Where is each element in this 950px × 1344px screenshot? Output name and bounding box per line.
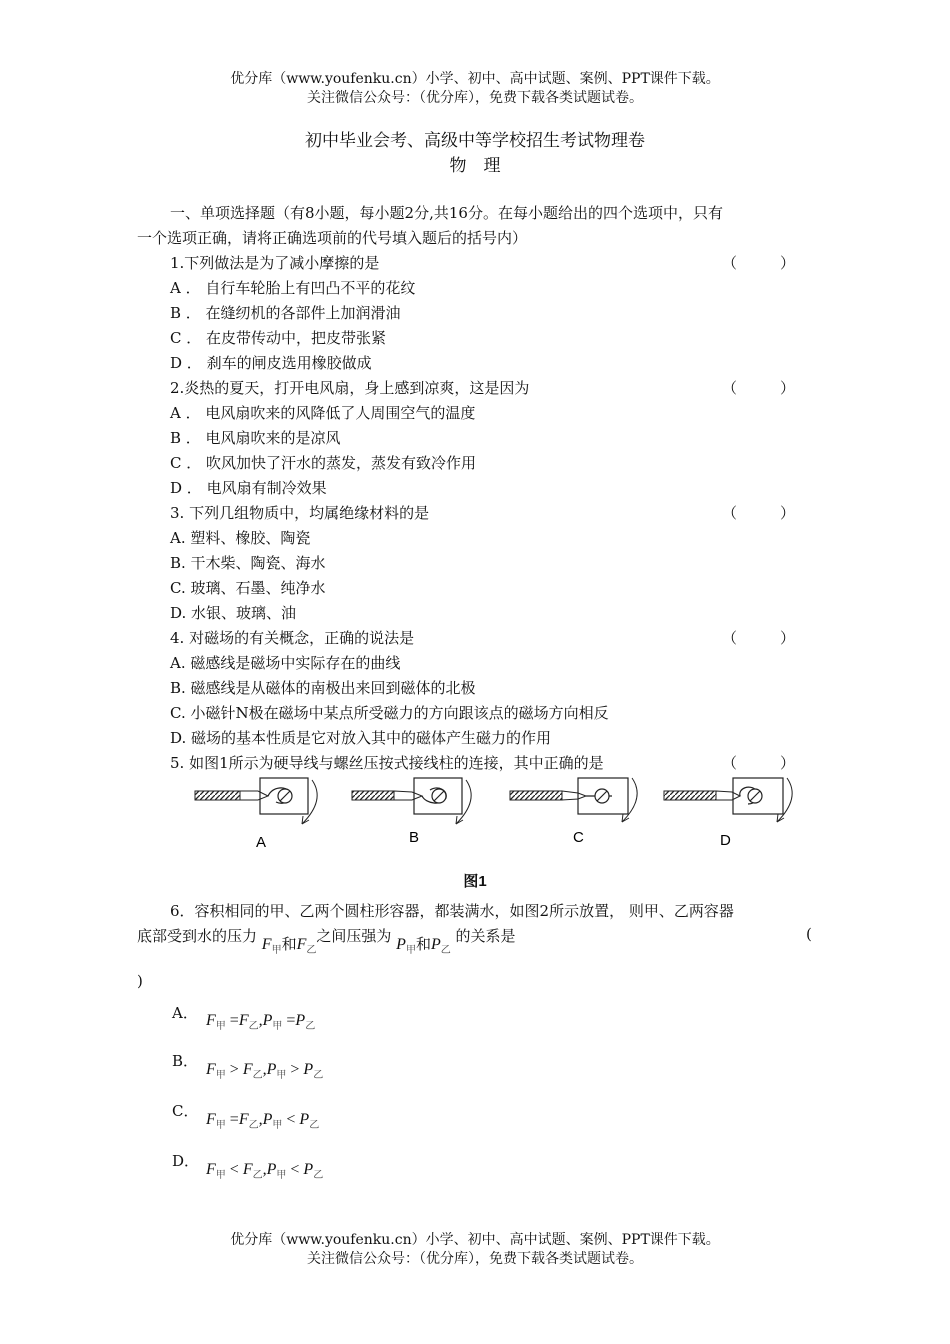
answer-bracket-2: （ ） bbox=[722, 379, 796, 397]
section-instructions-line-2: 一个选项正确，请将正确选项前的代号填入题后的括号内） bbox=[137, 229, 528, 247]
question-1-option-d: D ． 刹车的闸皮选用橡胶做成 bbox=[170, 354, 372, 372]
question-1-option-c: C ． 在皮带传动中，把皮带张紧 bbox=[170, 329, 387, 347]
question-2-option-b: B ． 电风扇吹来的是凉风 bbox=[170, 429, 341, 447]
figure-1-panel-c bbox=[510, 778, 637, 846]
question-6-stem-line-2: 底部受到水的压力 $F_甲$和$F_乙$之间压强为 $P_甲$和$P_乙$ 的关系是 bbox=[137, 927, 516, 957]
question-4-option-a: A. 磁感线是磁场中实际存在的曲线 bbox=[170, 654, 401, 672]
question-4-stem: 4. 对磁场的有关概念，正确的说法是 bbox=[170, 629, 415, 647]
question-2-stem: 2.炎热的夏天，打开电风扇，身上感到凉爽，这是因为 bbox=[170, 379, 530, 397]
question-4-option-c: C. 小磁针N极在磁场中某点所受磁力的方向跟该点的磁场方向相反 bbox=[170, 704, 609, 722]
formula-f-pair: $F_甲$和$F_乙$ bbox=[261, 936, 317, 957]
question-4-option-b: B. 磁感线是从磁体的南极出来回到磁体的北极 bbox=[170, 679, 476, 697]
figure-1-panel-a bbox=[195, 778, 317, 851]
question-3-option-a: A. 塑料、橡胶、陶瓷 bbox=[170, 529, 311, 547]
question-2-option-c: C ． 吹风加快了汗水的蒸发，蒸发有致冷作用 bbox=[170, 454, 477, 472]
paper-title: 初中毕业会考、高级中等学校招生考试物理卷 bbox=[305, 131, 645, 151]
question-1-stem: 1.下列做法是为了减小摩擦的是 bbox=[170, 254, 380, 272]
question-1-option-b: B ． 在缝纫机的各部件上加润滑油 bbox=[170, 304, 401, 322]
answer-bracket-1: （ ） bbox=[722, 254, 796, 272]
question-6-option-c-formula: $F_甲 =F_乙,P_甲 < P_乙$ bbox=[206, 1111, 320, 1132]
figure-1-label-b: B bbox=[409, 829, 420, 846]
question-2-option-a: A ． 电风扇吹来的风降低了人周围空气的温度 bbox=[170, 404, 476, 422]
figure-1-caption: 图1 bbox=[463, 873, 487, 890]
question-6-option-a-label: A． bbox=[172, 1004, 198, 1022]
question-6-option-b-label: B． bbox=[172, 1052, 199, 1070]
footer-line-2: 关注微信公众号：（优分库），免费下载各类试题试卷。 bbox=[307, 1251, 643, 1267]
question-4-option-d: D. 磁场的基本性质是它对放入其中的磁体产生磁力的作用 bbox=[170, 729, 552, 747]
header-line-2: 关注微信公众号：（优分库），免费下载各类试题试卷。 bbox=[307, 90, 643, 106]
figure-1-panel-d bbox=[664, 778, 792, 849]
figure-1-label-a: A bbox=[256, 834, 267, 851]
question-3-option-b: B. 干木柴、陶瓷、海水 bbox=[170, 554, 326, 572]
question-3-option-d: D. 水银、玻璃、油 bbox=[170, 604, 297, 622]
question-3-stem: 3. 下列几组物质中，均属绝缘材料的是 bbox=[170, 504, 430, 522]
question-2-option-d: D ． 电风扇有制冷效果 bbox=[170, 479, 327, 497]
answer-bracket-6-close: ) bbox=[137, 972, 143, 990]
figure-1-label-c: C bbox=[573, 829, 584, 846]
answer-bracket-6-open: ( bbox=[806, 925, 812, 943]
answer-bracket-4: （ ） bbox=[722, 629, 796, 647]
footer-line-1: 优分库（www.youfenku.cn）小学、初中、高中试题、案例、PPT课件下载。 bbox=[230, 1232, 720, 1248]
question-6-option-c-label: C． bbox=[172, 1102, 199, 1120]
question-1-option-a: A ． 自行车轮胎上有凹凸不平的花纹 bbox=[170, 279, 416, 297]
figure-1-label-d: D bbox=[720, 832, 731, 849]
answer-bracket-5: （ ） bbox=[722, 754, 796, 772]
question-6-option-d-formula: $F_甲 < F_乙,P_甲 < P_乙$ bbox=[206, 1161, 324, 1182]
section-instructions-line-1: 一、单项选择题（有8小题，每小题2分,共16分。在每小题给出的四个选项中，只有 bbox=[170, 204, 723, 222]
question-5-stem: 5. 如图1所示为硬导线与螺丝压按式接线柱的连接，其中正确的是 bbox=[170, 754, 604, 772]
figure-1-panel-b bbox=[352, 778, 471, 846]
question-6-option-a-formula: $F_甲 =F_乙,P_甲 =P_乙$ bbox=[206, 1012, 316, 1033]
header-line-1: 优分库（www.youfenku.cn）小学、初中、高中试题、案例、PPT课件下载。 bbox=[230, 71, 720, 87]
question-6-option-d-label: D． bbox=[172, 1152, 200, 1170]
question-6-option-b-formula: $F_甲 > F_乙,P_甲 > P_乙$ bbox=[206, 1061, 324, 1082]
answer-bracket-3: （ ） bbox=[722, 504, 796, 522]
formula-p-pair: $P_甲$和$P_乙$ bbox=[396, 936, 451, 957]
question-6-stem-line-1: 6．容积相同的甲、乙两个圆柱形容器，都装满水，如图2所示放置， 则甲、乙两容器 bbox=[170, 902, 734, 920]
question-3-option-c: C. 玻璃、石墨、纯净水 bbox=[170, 579, 326, 597]
paper-subject: 物 理 bbox=[449, 156, 501, 176]
figure-1-wire-connections bbox=[190, 770, 810, 855]
